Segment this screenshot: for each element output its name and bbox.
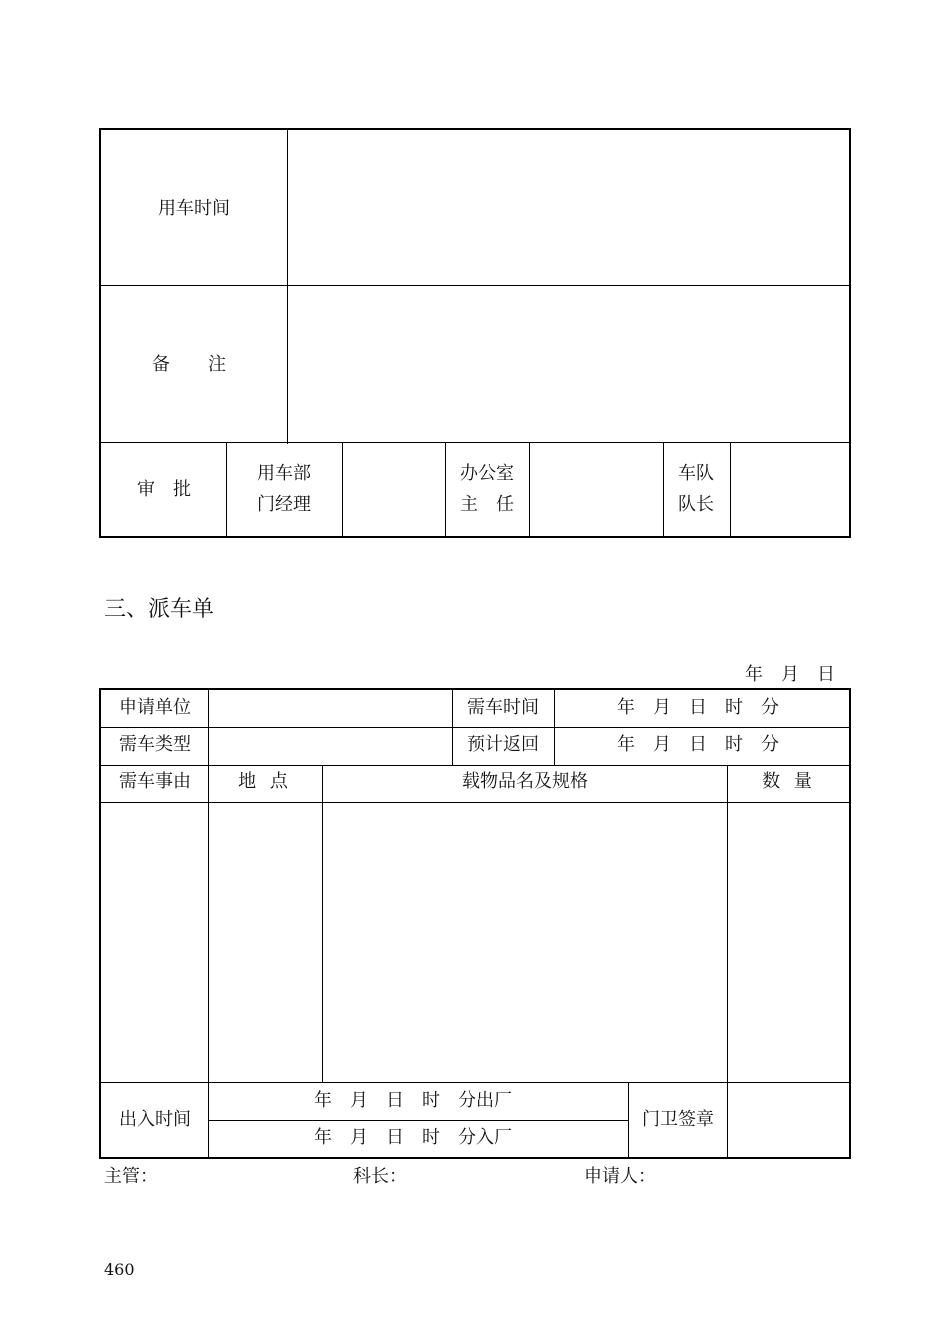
dept-manager-line1: 用车部: [257, 463, 311, 484]
inout-label: 出入时间: [119, 1109, 191, 1130]
car-time-label: 用车时间: [158, 198, 230, 219]
dispatch-table: [99, 688, 851, 1159]
approve-label: 审 批: [137, 479, 191, 500]
divider: [663, 443, 664, 537]
office-director-line1: 办公室: [460, 463, 514, 484]
in-time-value: 年 月 日 时 分入厂: [314, 1127, 512, 1148]
divider: [322, 766, 323, 1083]
divider: [554, 689, 555, 766]
page-number: 460: [104, 1260, 135, 1279]
need-time-value: 年 月 日 时 分: [617, 697, 779, 718]
qty-label: 数 量: [762, 771, 816, 792]
divider: [287, 129, 288, 444]
need-time-label: 需车时间: [467, 697, 539, 718]
car-type-label: 需车类型: [119, 734, 191, 755]
divider: [100, 727, 850, 728]
office-director-line2: 主 任: [460, 494, 514, 515]
applicant-signature: 申请人：: [584, 1166, 656, 1187]
divider: [226, 443, 227, 537]
section-title: 三、派车单: [104, 597, 215, 622]
divider: [730, 443, 731, 537]
fleet-leader-line1: 车队: [678, 463, 714, 484]
guard-label: 门卫签章: [642, 1109, 714, 1130]
remarks-label: 备 注: [152, 354, 236, 375]
divider: [529, 443, 530, 537]
divider: [100, 285, 850, 286]
divider: [100, 442, 850, 443]
supervisor-signature: 主管：: [104, 1166, 158, 1187]
divider: [100, 1082, 850, 1083]
dept-manager-line2: 门经理: [257, 494, 311, 515]
divider: [452, 689, 453, 766]
divider: [100, 802, 850, 803]
place-label: 地 点: [238, 771, 292, 792]
date-line: 年 月 日: [745, 664, 835, 685]
divider: [100, 765, 850, 766]
return-label: 预计返回: [467, 734, 539, 755]
reason-label: 需车事由: [119, 771, 191, 792]
divider: [342, 443, 343, 537]
divider: [445, 443, 446, 537]
divider: [727, 766, 728, 1158]
divider: [208, 689, 209, 1158]
cargo-label: 载物品名及规格: [462, 771, 588, 792]
return-value: 年 月 日 时 分: [617, 734, 779, 755]
out-time-value: 年 月 日 时 分出厂: [314, 1090, 512, 1111]
section-chief-signature: 科长：: [353, 1166, 407, 1187]
divider: [208, 1120, 628, 1121]
divider: [628, 1083, 629, 1158]
apply-unit-label: 申请单位: [119, 697, 191, 718]
fleet-leader-line2: 队长: [678, 494, 714, 515]
